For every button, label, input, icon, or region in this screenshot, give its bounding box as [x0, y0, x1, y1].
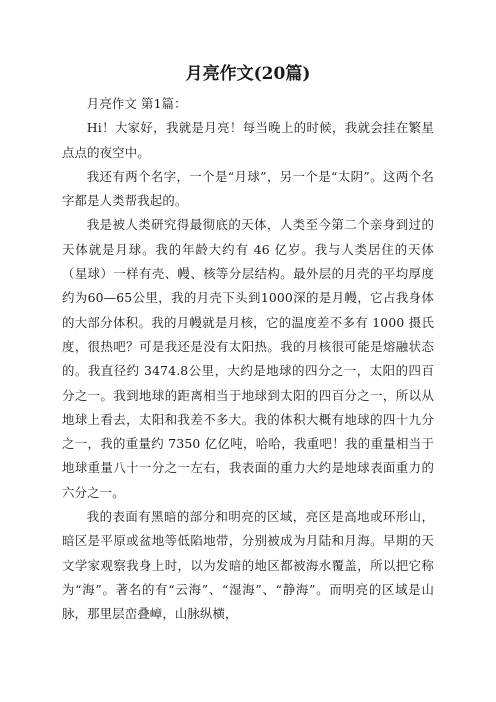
- paragraph-4: 我的表面有黑暗的部分和明亮的区域，亮区是高地或环形山，暗区是平原或盆地等低陷地带，分别被成为月陆和月海。早期的天文学家观察我身上时，以为发暗的地区都被海水覆盖，所以把它称为“海”。著名的有“云海”、“湿海”、“静海”。而明亮的区域是山脉，那里层峦叠嶂，山脉纵横，: [62, 509, 434, 622]
- paragraph-2: 我还有两个名字，一个是“月球”，另一个是“太阴”。这两个名字都是人类帮我起的。: [62, 168, 434, 209]
- section-heading: 月亮作文 第1篇：: [86, 96, 187, 111]
- paragraph-1: Hi！大家好，我就是月亮！每当晚上的时候，我就会挂在繁星点点的夜空中。: [62, 120, 434, 160]
- paragraph-3: 我是被人类研究得最彻底的天体，人类至今第二个亲身到过的天体就是月球。我的年龄大约有 46 亿岁。我与人类居住的天体（星球）一样有壳、幔、核等分层结构。最外层的月壳的平均厚度约为60—65公里，我的月壳下头到1000深的是月幔，它占我身体的大部分体积。我的月幔就是月核，它的温度差不多有 1000 摄氏度，很热吧？可是我还是没有太阳热。我的月核很可能是熔融状态的。我直径约 3474.8公里，大约是地球的四分之一，太阳的四百分之一。我到地球的距离相当于地球到太阳的四百分之一，所以从地球上看去，太阳和我差不多大。我的体积大概有地球的四十九分之一，我的重量约 7350 亿亿吨，哈哈，我重吧！我的重量相当于地球重量八十一分之一左右，我表面的重力大约是地球表面重力的六分之一。: [62, 217, 434, 500]
- document-page: [62, 62, 434, 627]
- document-title: 月亮作文(20篇): [185, 64, 311, 84]
